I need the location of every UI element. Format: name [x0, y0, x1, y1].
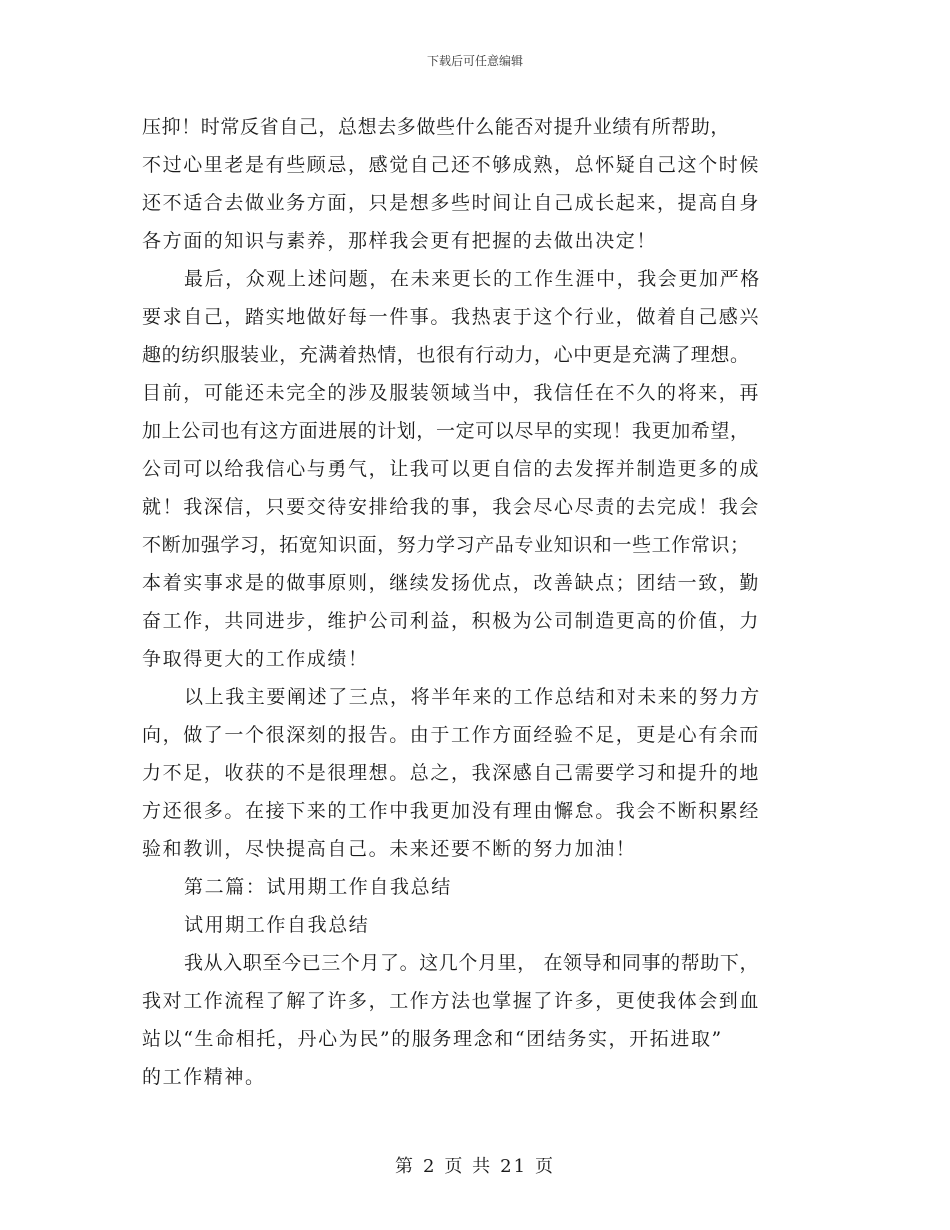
paragraph-start-line: 以上我主要阐述了三点，将半年来的工作总结和对未来的努力方: [184, 686, 761, 708]
text-line: 不断加强学习，拓宽知识面，努力学习产品专业知识和一些工作常识；: [142, 534, 750, 556]
text-line: 各方面的知识与素养，那样我会更有把握的去做出决定！: [142, 230, 658, 252]
page-label-prefix: 第: [394, 1156, 415, 1177]
text-line: 加上公司也有这方面进展的计划，一定可以尽早的实现！我更加希望，: [142, 420, 750, 442]
page-footer: [0, 1152, 950, 1178]
text-line: 不过心里老是有些顾忌，感觉自己还不够成熟，总怀疑自己这个时候: [142, 154, 761, 176]
section-subheading: 试用期工作自我总结: [184, 914, 370, 936]
text-line: 方还很多。在接下来的工作中我更加没有理由懈怠。我会不断积累经: [142, 800, 761, 822]
total-pages-number: 21: [500, 1156, 528, 1177]
paragraph-start-line: 最后，众观上述问题，在未来更长的工作生涯中，我会更加严格: [184, 268, 761, 290]
current-page-number: 2: [422, 1156, 437, 1177]
page-label-suffix: 页: [535, 1156, 556, 1177]
text-line: 向，做了一个很深刻的报告。由于工作方面经验不足，更是心有余而: [142, 724, 761, 746]
text-line: 本着实事求是的做事原则，继续发扬优点，改善缺点；团结一致，勤: [142, 572, 761, 594]
text-line: 趣的纺织服装业，充满着热情，也很有行动力，心中更是充满了理想。: [142, 344, 750, 366]
text-line: 争取得更大的工作成绩！: [142, 648, 369, 670]
text-line: 公司可以给我信心与勇气，让我可以更自信的去发挥并制造更多的成: [142, 458, 761, 480]
header-note: 下载后可任意编辑: [426, 54, 523, 68]
text-line: 目前，可能还未完全的涉及服装领域当中，我信任在不久的将来，再: [142, 382, 761, 404]
text-line: 力不足，收获的不是很理想。总之，我深感自己需要学习和提升的地: [142, 762, 761, 784]
text-line: 就！我深信，只要交待安排给我的事，我会尽心尽责的去完成！我会: [142, 496, 761, 518]
text-line: 我对工作流程了解了许多，工作方法也掌握了许多，更使我体会到血: [142, 990, 761, 1012]
document-body: [142, 108, 822, 1096]
text-line: 压抑！时常反省自己，总想去多做些什么能否对提升业绩有所帮助，: [142, 116, 731, 138]
text-line: 还不适合去做业务方面，只是想多些时间让自己成长起来，提高自身: [142, 192, 761, 214]
text-line: 要求自己，踏实地做好每一件事。我热衷于这个行业，做着自己感兴: [142, 306, 761, 328]
text-line: 站以“生命相托，丹心为民”的服务理念和“团结务实，开拓进取”: [142, 1028, 723, 1050]
page-label-mid: 页 共: [444, 1156, 493, 1177]
paragraph-start-line: 我从入职至今已三个月了。这几个月里， 在领导和同事的帮助下，: [184, 952, 760, 974]
text-line: 的工作精神。: [142, 1066, 266, 1088]
text-line: 验和教训，尽快提高自己。未来还要不断的努力加油！: [142, 838, 637, 860]
section-heading: 第二篇：试用期工作自我总结: [184, 876, 452, 898]
text-line: 奋工作，共同进步，维护公司利益，积极为公司制造更高的价值，力: [142, 610, 761, 632]
